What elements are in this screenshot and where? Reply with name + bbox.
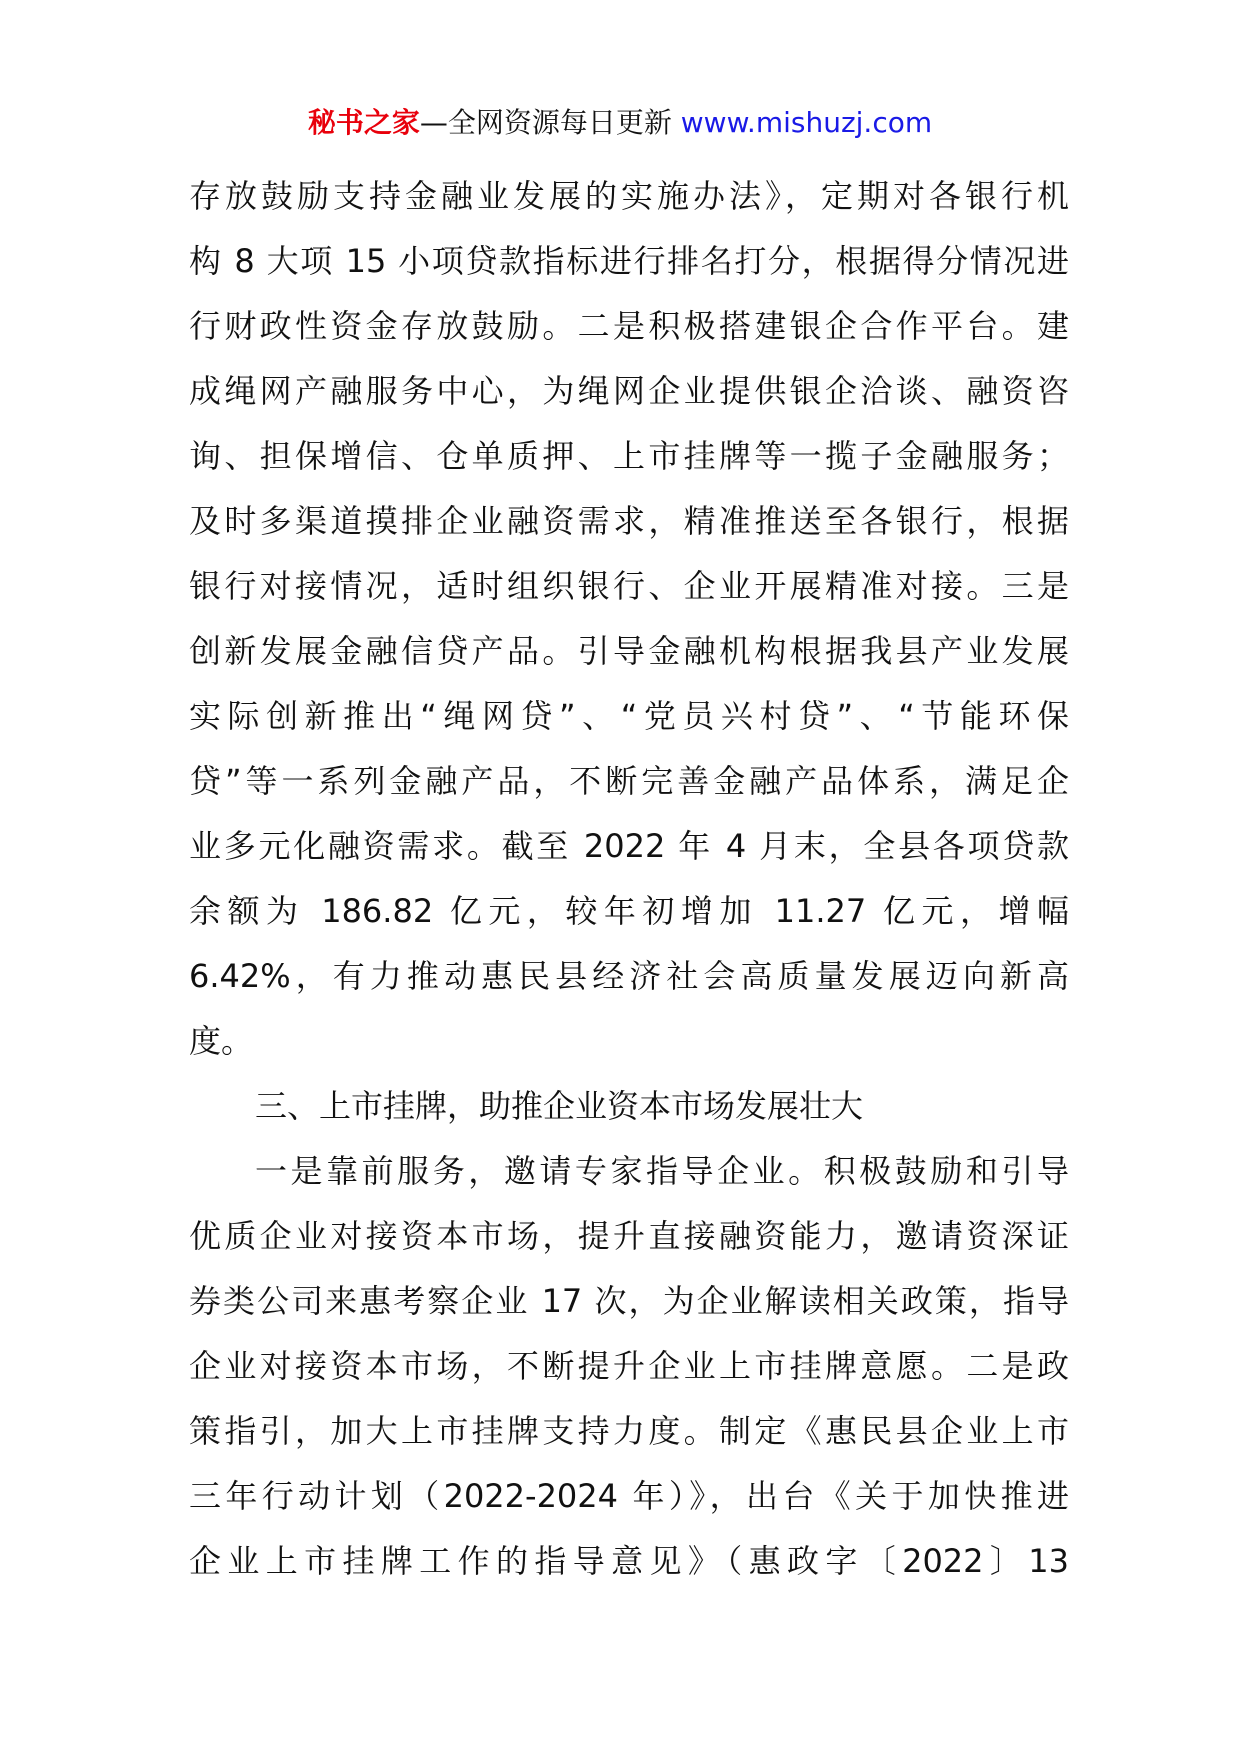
text-line: 成绳网产融服务中心，为绳网企业提供银企洽谈、融资咨 xyxy=(189,372,1069,410)
text-line: 策指引，加大上市挂牌支持力度。制定《惠民县企业上市 xyxy=(189,1412,1069,1450)
header-slogan: —全网资源每日更新 xyxy=(419,106,681,139)
section-heading: 三、上市挂牌，助推企业资本市场发展壮大 xyxy=(255,1087,864,1125)
text-line: 余额为 186.82 亿元，较年初增加 11.27 亿元，增幅 xyxy=(189,892,1069,930)
site-header xyxy=(0,103,1240,143)
brand-name: 秘书之家 xyxy=(307,106,420,139)
text-line: 度。 xyxy=(189,1022,254,1060)
text-line: 行财政性资金存放鼓励。二是积极搭建银企合作平台。建 xyxy=(189,307,1069,345)
text-line: 贷”等一系列金融产品，不断完善金融产品体系，满足企 xyxy=(189,762,1069,800)
text-line: 三年行动计划（2022-2024 年）》，出台《关于加快推进 xyxy=(189,1477,1069,1515)
text-line: 创新发展金融信贷产品。引导金融机构根据我县产业发展 xyxy=(189,632,1069,670)
site-url-link[interactable]: www.mishuzj.com xyxy=(680,106,933,139)
text-line: 实际创新推出“绳网贷”、“党员兴村贷”、“节能环保 xyxy=(189,697,1069,735)
text-line: 存放鼓励支持金融业发展的实施办法》，定期对各银行机 xyxy=(189,177,1069,215)
text-line: 一是靠前服务，邀请专家指导企业。积极鼓励和引导 xyxy=(255,1152,1069,1190)
text-line: 银行对接情况，适时组织银行、企业开展精准对接。三是 xyxy=(189,567,1069,605)
text-line: 券类公司来惠考察企业 17 次，为企业解读相关政策，指导 xyxy=(189,1282,1069,1320)
text-line: 企业对接资本市场，不断提升企业上市挂牌意愿。二是政 xyxy=(189,1347,1069,1385)
text-line: 构 8 大项 15 小项贷款指标进行排名打分，根据得分情况进 xyxy=(189,242,1069,280)
text-line: 6.42%，有力推动惠民县经济社会高质量发展迈向新高 xyxy=(189,957,1069,995)
text-line: 业多元化融资需求。截至 2022 年 4 月末，全县各项贷款 xyxy=(189,827,1069,865)
text-line: 优质企业对接资本市场，提升直接融资能力，邀请资深证 xyxy=(189,1217,1069,1255)
text-line: 询、担保增信、仓单质押、上市挂牌等一揽子金融服务； xyxy=(189,437,1069,475)
text-line: 企业上市挂牌工作的指导意见》（惠政字〔2022〕13 xyxy=(189,1542,1069,1580)
text-line: 及时多渠道摸排企业融资需求，精准推送至各银行，根据 xyxy=(189,502,1069,540)
document-body xyxy=(189,164,1069,1594)
